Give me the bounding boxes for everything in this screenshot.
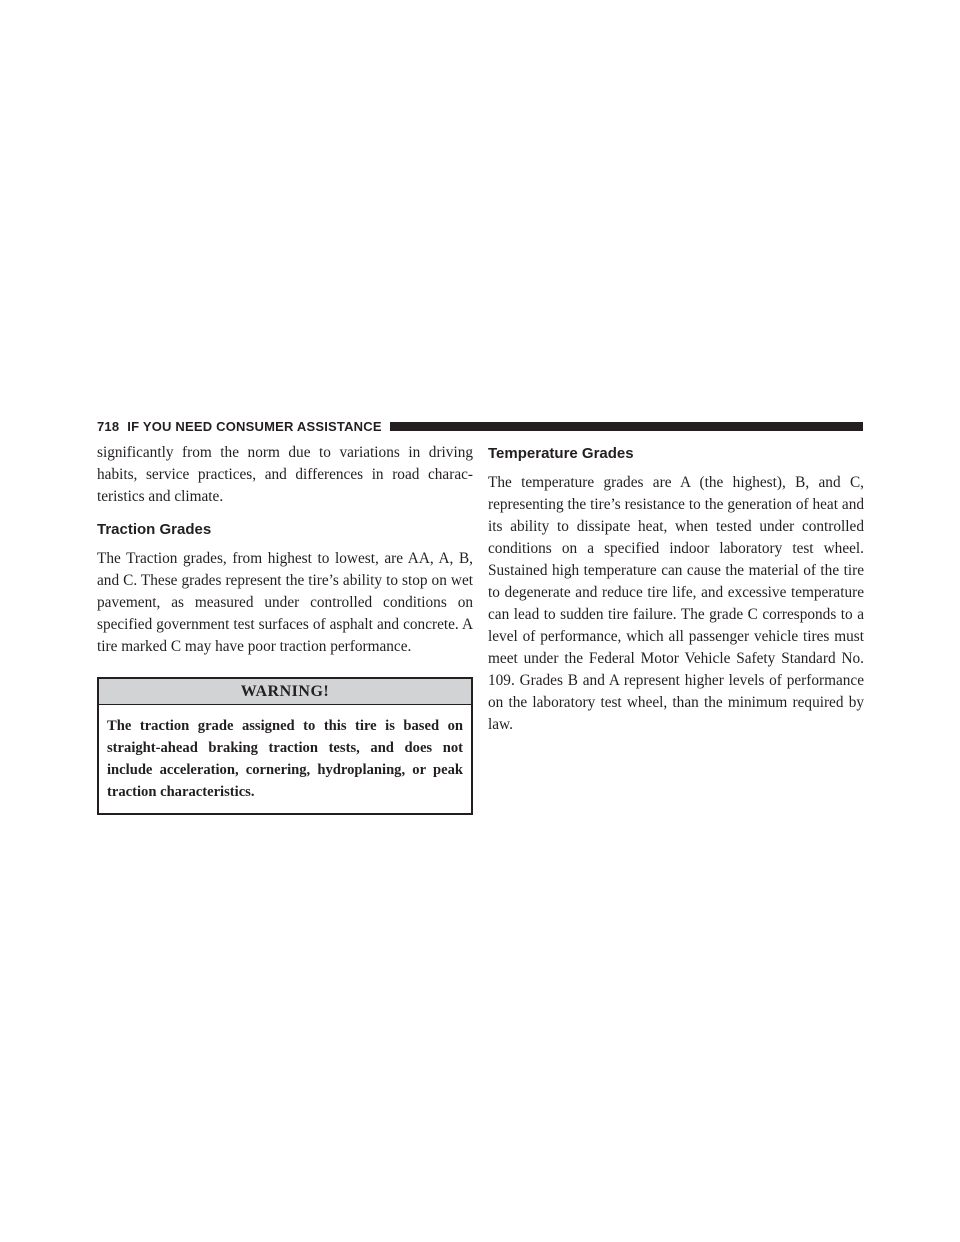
temperature-grades-heading: Temperature Grades (488, 445, 634, 462)
temperature-grades-paragraph: The temperature grades are A (the highest), B, and C, representing the tire’s resistance to the generation of heat and its ability to dissipate heat, when tested under controlled conditions on a specified indoor laboratory test wheel. Sustained high temperature can cause the material of the tire to degenerate and reduce tire life, and excessive temperature can lead to sudden tire failure. The grade C corresponds to a level of performance, which all passenger vehicle tires must meet under the Federal Motor Vehicle Safety Standard No. 109. Grades B and A represent higher levels of performance on the laboratory test wheel, than the minimum required by law. (488, 474, 864, 733)
warning-box (97, 677, 473, 815)
left-column (97, 442, 473, 815)
header-rule-bar (390, 422, 863, 431)
right-column (488, 442, 864, 736)
intro-paragraph: significantly from the norm due to variations in driving habits, service practices, and differences in road charac-teristics and climate. (97, 444, 473, 505)
page-number: 718 (97, 418, 120, 434)
page-header (97, 418, 863, 434)
traction-grades-heading: Traction Grades (97, 521, 212, 538)
warning-title: WARNING! (99, 679, 471, 705)
warning-text: The traction grade assigned to this tire is based on straight-ahead braking traction tests, and does not include acceleration, cornering, hydroplaning, or peak traction characteristics. (107, 718, 463, 800)
traction-grades-paragraph: The Traction grades, from highest to lowest, are AA, A, B, and C. These grades represent the tire’s ability to stop on wet pavement, as measured under controlled conditions on specified government test surfaces of asphalt and concrete. A tire marked C may have poor traction performance. (97, 550, 473, 655)
section-title: IF YOU NEED CONSUMER ASSISTANCE (127, 418, 382, 434)
